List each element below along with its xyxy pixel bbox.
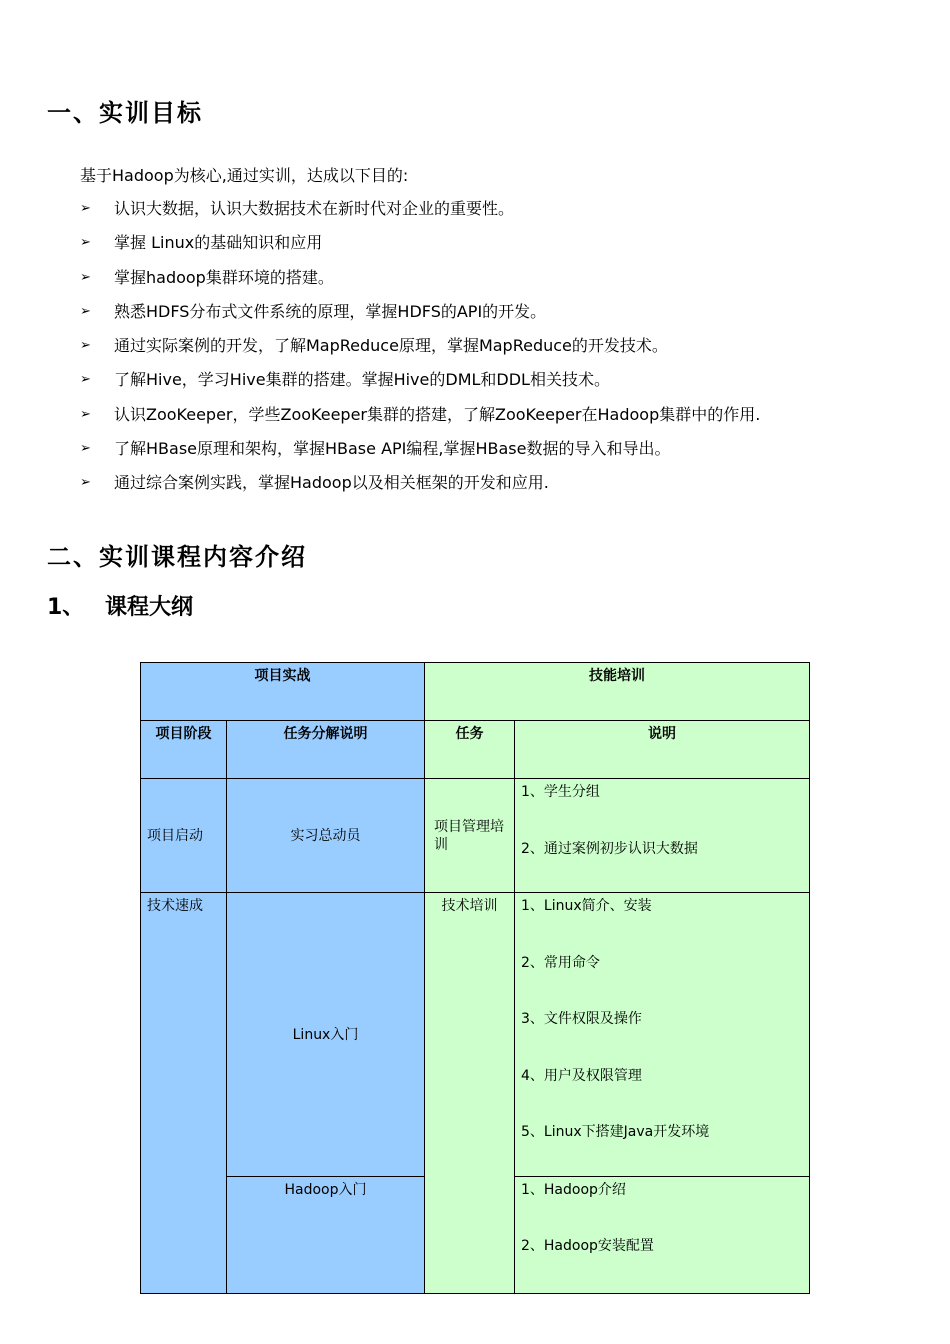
desc-line: 4、用户及权限管理 [521, 1067, 642, 1084]
column-header-task: 任务 [425, 721, 515, 779]
section-heading-course: 二、实训课程内容介绍 [47, 543, 307, 571]
task-desc-cell: Linux入门 [227, 893, 425, 1177]
table-row [141, 721, 810, 779]
list-item: ➢ 了解HBase原理和架构，掌握HBase API编程,掌握HBase数据的导入和导出。 [80, 439, 671, 459]
task-desc-cell: 实习总动员 [227, 779, 425, 893]
subheading-number: 1、 [47, 595, 85, 620]
task-cell: 项目管理培训 [425, 779, 515, 893]
arrow-bullet-icon: ➢ [80, 269, 91, 285]
stage-cell: 项目启动 [141, 779, 227, 893]
desc-line: 1、Linux简介、安装 [521, 898, 652, 914]
arrow-bullet-icon: ➢ [80, 235, 91, 251]
list-item: ➢ 掌握hadoop集群环境的搭建。 [80, 267, 334, 287]
intro-text: 基于Hadoop为核心,通过实训，达成以下目的: [80, 166, 409, 185]
course-outline-table [140, 662, 810, 1294]
column-header-stage: 项目阶段 [141, 721, 227, 779]
arrow-bullet-icon: ➢ [80, 406, 91, 422]
arrow-bullet-icon: ➢ [80, 201, 91, 216]
desc-line: 1、学生分组 [521, 784, 600, 800]
desc-cell [515, 779, 810, 893]
group-header-skill: 技能培训 [425, 663, 810, 721]
arrow-bullet-icon: ➢ [80, 441, 91, 457]
table-row [141, 779, 810, 893]
desc-cell [515, 1177, 810, 1294]
arrow-bullet-icon: ➢ [80, 338, 91, 354]
section-heading-goals: 一、实训目标 [47, 99, 203, 127]
desc-line: 3、文件权限及操作 [521, 1011, 642, 1027]
list-item: ➢ 了解Hive，学习Hive集群的搭建。掌握Hive的DML和DDL相关技术。 [80, 370, 610, 390]
subheading-outline [47, 597, 193, 619]
subheading-title: 课程大纲 [105, 595, 194, 620]
list-item: ➢ 熟悉HDFS分布式文件系统的原理，掌握HDFS的API的开发。 [80, 301, 547, 321]
task-desc-cell: Hadoop入门 [227, 1177, 425, 1294]
group-header-project: 项目实战 [141, 663, 425, 721]
desc-line: 2、通过案例初步认识大数据 [521, 840, 698, 857]
desc-line: 2、Hadoop安装配置 [521, 1238, 654, 1254]
arrow-bullet-icon: ➢ [80, 372, 91, 388]
list-item: ➢ 通过综合案例实践，掌握Hadoop以及相关框架的开发和应用. [80, 473, 549, 493]
list-item: ➢ 通过实际案例的开发，了解MapReduce原理，掌握MapReduce的开发技术。 [80, 336, 668, 356]
table-row [141, 893, 810, 1177]
list-item: ➢ 认识ZooKeeper，学些ZooKeeper集群的搭建，了解ZooKeeper在Hadoop集群中的作用. [80, 404, 761, 424]
desc-line: 2、常用命令 [521, 954, 600, 971]
task-cell: 技术培训 [425, 893, 515, 1294]
desc-line: 5、Linux下搭建Java开发环境 [521, 1124, 710, 1140]
list-item: ➢ 掌握 Linux的基础知识和应用 [80, 233, 323, 253]
column-header-desc: 说明 [515, 721, 810, 779]
arrow-bullet-icon: ➢ [80, 475, 91, 491]
column-header-task-desc: 任务分解说明 [227, 721, 425, 779]
table-row [141, 663, 810, 721]
desc-cell [515, 893, 810, 1177]
arrow-bullet-icon: ➢ [80, 303, 91, 319]
list-item: ➢ 认识大数据，认识大数据技术在新时代对企业的重要性。 [80, 199, 515, 218]
desc-line: 1、Hadoop介绍 [521, 1182, 626, 1198]
stage-cell: 技术速成 [141, 893, 227, 1294]
goal-list [80, 199, 760, 508]
